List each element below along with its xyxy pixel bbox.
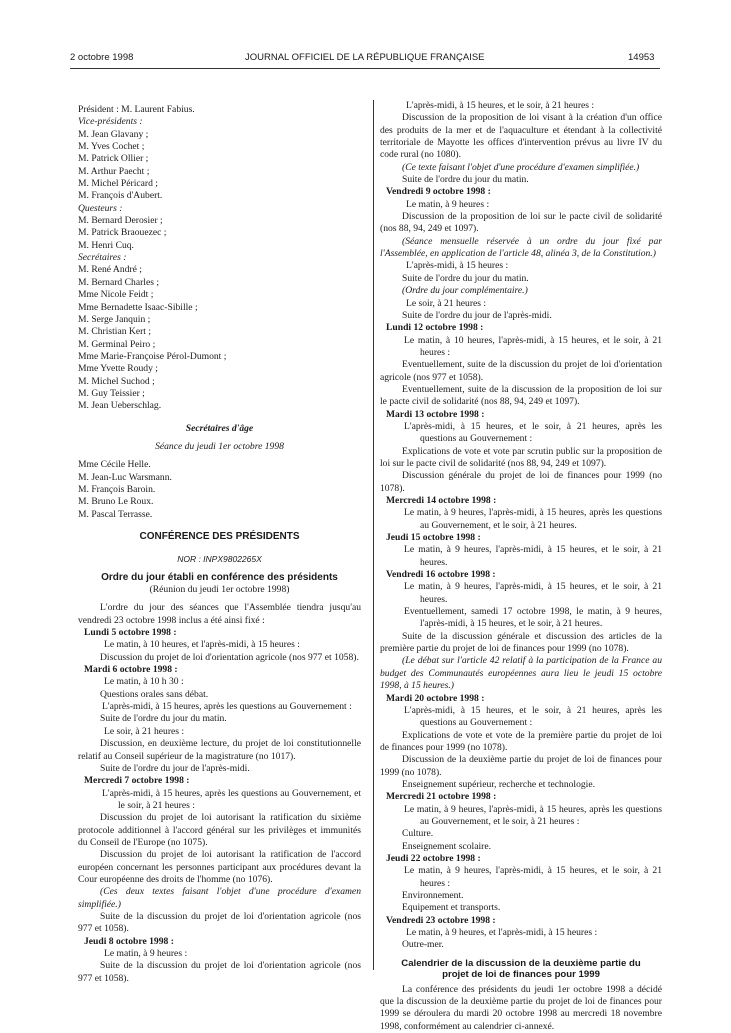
header-rule <box>70 68 660 69</box>
bureau-heading: Vice-présidents : <box>78 116 143 128</box>
agenda-item: Discussion du projet de loi autorisant la ratification de l'accord européen concernant les personnes participant aux procédures devant la Cour européenne des droits de l'homme (no 1076). <box>78 849 361 885</box>
bureau-line: M. Bernard Charles ; <box>78 276 159 288</box>
header-date: 2 octobre 1998 <box>70 52 134 63</box>
agenda-item: Questions orales sans débat. <box>100 688 209 700</box>
session-time: Eventuellement, samedi 17 octobre 1998, le matin, à 9 heures, l'après-midi, à 15 heures, et le soir, à 21 heures. <box>404 606 662 630</box>
bureau-line: Mme Yvette Roudy ; <box>78 363 158 375</box>
seance-line: Séance du jeudi 1er octobre 1998 <box>155 440 284 452</box>
session-time: L'après-midi, à 15 heures : <box>406 260 509 272</box>
day-heading: Jeudi 8 octobre 1998 : <box>84 935 174 947</box>
agenda-item: Enseignement supérieur, recherche et technologie. <box>402 778 596 790</box>
ordre-du-jour-title: Ordre du jour établi en conférence des présidents <box>101 571 338 583</box>
bureau-line: M. François d'Aubert. <box>78 190 163 202</box>
bureau-line: M. Henri Cuq. <box>78 239 134 251</box>
agenda-item: Culture. <box>402 828 434 840</box>
reunion-date: (Réunion du jeudi 1er octobre 1998) <box>149 584 290 596</box>
session-time: Le matin, à 9 heures, et l'après-midi, à 15 heures : <box>406 927 598 939</box>
bureau-list <box>78 104 361 413</box>
session-time: Le matin, à 9 heures, l'après-midi, à 15 heures, après les questions au Gouvernement, et le soir, à 21 heures. <box>404 507 662 531</box>
bureau-line: Mme Bernadette Isaac-Sibille ; <box>78 301 198 313</box>
session-time: L'après-midi, à 15 heures, et le soir, à 21 heures, après les questions au Gouvernement : <box>404 420 662 445</box>
session-time: Le matin, à 9 heures, l'après-midi, à 15 heures, et le soir, à 21 heures : <box>404 865 662 889</box>
agenda-item: Discussion du projet de loi d'orientation agricole (nos 977 et 1058). <box>100 651 359 663</box>
day-heading: Mercredi 14 octobre 1998 : <box>386 495 497 506</box>
agenda-item: Suite de l'ordre du jour du matin. <box>402 174 529 186</box>
session-time: Le soir, à 21 heures : <box>104 725 185 737</box>
header-journal-title: JOURNAL OFFICIEL DE LA RÉPUBLIQUE FRANÇAISE <box>245 52 485 63</box>
session-time: L'après-midi, à 15 heures, après les questions au Gouvernement, et le soir, à 21 heures : <box>102 787 361 811</box>
agenda-item: Discussion, en deuxième lecture, du projet de loi constitutionnelle relatif au Conseil supérieur de la magistrature (no 1017). <box>78 738 361 762</box>
session-time: Le matin, à 9 heures, l'après-midi, à 15 heures, après les questions au Gouvernement, et le soir, à 21 heures : <box>404 803 662 827</box>
session-time: Le matin, à 10 heures, et l'après-midi, à 15 heures : <box>104 639 300 651</box>
session-time: Le matin, à 10 heures, l'après-midi, à 15 heures, et le soir, à 21 heures : <box>404 334 662 358</box>
day-heading: Lundi 12 octobre 1998 : <box>386 322 484 334</box>
day-heading: Mardi 20 octobre 1998 : <box>386 692 485 704</box>
bureau-line: Président : M. Laurent Fabius. <box>78 104 195 115</box>
bureau-line: M. Patrick Braouezec ; <box>78 227 167 239</box>
bureau-heading: Questeurs : <box>78 202 123 214</box>
nor-reference: NOR : INPX9802265X <box>177 554 262 565</box>
day-heading: Mardi 13 octobre 1998 : <box>386 408 485 420</box>
bureau-line: M. Jean Ueberschlag. <box>78 400 162 412</box>
day-heading: Vendredi 9 octobre 1998 : <box>386 186 491 198</box>
right-column <box>380 100 662 1033</box>
agenda-item: Suite de l'ordre du jour du matin. <box>402 272 529 284</box>
agenda-note: (Séance mensuelle réservée à un ordre du jour fixé par l'Assemblée, en application de l'article 48, alinéa 3, de la Constitution.) <box>380 235 662 260</box>
calendrier-paragraph: La conférence des présidents du jeudi 1er octobre 1998 a décidé que la discussion de la deuxième partie du projet de loi de finances pour 1999 se déroulera du mardi 20 octobre 1998 au mercredi 18 novembre 1998, conformément au calendrier ci-annexé. <box>380 983 662 1032</box>
column-divider <box>373 100 374 970</box>
session-time: Le soir, à 21 heures : <box>406 297 487 309</box>
day-heading: Mercredi 7 octobre 1998 : <box>84 775 190 787</box>
day-heading: Vendredi 16 octobre 1998 : <box>386 569 496 581</box>
agenda-item: Suite de la discussion du projet de loi d'orientation agricole (nos 977 et 1058). <box>78 910 361 935</box>
session-time: L'après-midi, à 15 heures, et le soir, à 21 heures : <box>406 100 595 111</box>
bureau-line: M. Guy Teissier ; <box>78 387 145 399</box>
session-time: L'après-midi, à 15 heures, et le soir, à 21 heures, après les questions au Gouvernement : <box>404 704 662 729</box>
bureau-line: M. Yves Cochet ; <box>78 141 145 153</box>
day-heading: Jeudi 22 octobre 1998 : <box>386 852 481 864</box>
agenda-item: Suite de l'ordre du jour de l'après-midi. <box>100 762 250 774</box>
agenda-note: (Ordre du jour complémentaire.) <box>402 285 528 297</box>
day-heading: Mercredi 21 octobre 1998 : <box>386 791 497 803</box>
conference-title: CONFÉRENCE DES PRÉSIDENTS <box>139 531 300 542</box>
agenda-note: (Ce texte faisant l'objet d'une procédure d'examen simplifiée.) <box>402 161 640 173</box>
agenda-item: Discussion de la deuxième partie du projet de loi de finances pour 1999 (no 1078). <box>380 754 662 778</box>
bureau-line: M. Germinal Peiro ; <box>78 338 156 350</box>
day-heading: Mardi 6 octobre 1998 : <box>84 664 178 676</box>
secretaires-age-title: Secrétaires d'âge <box>185 422 254 434</box>
header-page-number: 14953 <box>628 52 655 63</box>
bureau-line: M. René André ; <box>78 264 142 276</box>
day-heading: Vendredi 23 octobre 1998 : <box>386 914 496 926</box>
bureau-line: Mme Marie-Françoise Pérol-Dumont ; <box>78 350 227 362</box>
day-heading: Jeudi 15 octobre 1998 : <box>386 532 481 544</box>
secretaire-age: M. Pascal Terrasse. <box>78 508 153 520</box>
bureau-line: M. Patrick Ollier ; <box>78 153 149 165</box>
bureau-line: M. Jean Glavany ; <box>78 128 149 140</box>
intro-paragraph: L'ordre du jour des séances que l'Assemblée tiendra jusqu'au vendredi 23 octobre 1998 inclus a été ainsi fixé : <box>78 602 361 626</box>
agenda-item: Eventuellement, suite de la discussion du projet de loi d'orientation agricole (nos 977 et 1058). <box>380 359 662 383</box>
session-time: Le matin, à 9 heures : <box>104 948 188 959</box>
bureau-line: M. Michel Suchod ; <box>78 375 155 387</box>
agenda-item: Outre-mer. <box>402 939 444 951</box>
calendrier-title: Calendrier de la discussion de la deuxième partie du projet de loi de finances pour 1999 <box>401 957 641 981</box>
bureau-line: M. Bernard Derosier ; <box>78 215 163 227</box>
session-time: L'après-midi, à 15 heures, après les questions au Gouvernement : <box>102 701 352 713</box>
bureau-line: M. Serge Janquin ; <box>78 313 151 325</box>
agenda-note: (Ces deux textes faisant l'objet d'une procédure d'examen simplifiée.) <box>78 886 361 910</box>
agenda-item: Discussion de la proposition de loi visant à la création d'un office des produits de la mer et de l'aquaculture et étendant à la collectivité territoriale de Mayotte les offices d'intervention prévus au livre IV du code rural (no 1080). <box>380 112 662 161</box>
agenda-item: Suite de l'ordre du jour du matin. <box>100 713 227 725</box>
secretaire-age: M. Bruno Le Roux. <box>78 496 154 508</box>
bureau-line: M. Michel Péricard ; <box>78 178 158 190</box>
day-heading: Lundi 5 octobre 1998 : <box>84 627 177 639</box>
bureau-line: M. Christian Kert ; <box>78 326 152 338</box>
agenda-item: Suite de l'ordre du jour de l'après-midi. <box>402 309 552 321</box>
agenda-item: Enseignement scolaire. <box>402 840 491 852</box>
agenda-item: Suite de la discussion du projet de loi d'orientation agricole (nos 977 et 1058). <box>78 960 361 984</box>
agenda-item: Discussion de la proposition de loi sur le pacte civil de solidarité (nos 88, 94, 249 et 1097). <box>380 211 662 235</box>
bureau-line: M. Arthur Paecht ; <box>78 165 150 177</box>
secretaire-age: M. François Baroin. <box>78 483 156 495</box>
bureau-heading: Secrétaires : <box>78 252 127 264</box>
session-time: Le matin, à 9 heures, l'après-midi, à 15 heures, et le soir, à 21 heures. <box>404 544 662 568</box>
agenda-item: Environnement. <box>402 890 464 901</box>
agenda-item: Eventuellement, suite de la discussion de la proposition de loi sur le pacte civil de solidarité (nos 88, 94, 249 et 1097). <box>380 383 662 408</box>
agenda-note: (Le débat sur l'article 42 relatif à la participation de la France au budget des Communautés européennes aura lieu le jeudi 15 octobre 1998, à 15 heures.) <box>380 655 662 692</box>
agenda-item: Suite de la discussion générale et discussion des articles de la première partie du projet de loi de finances pour 1999 (no 1078). <box>380 630 662 655</box>
left-column <box>78 104 361 985</box>
session-time: Le matin, à 9 heures, l'après-midi, à 15 heures, et le soir, à 21 heures. <box>404 581 662 605</box>
session-time: Le matin, à 10 h 30 : <box>104 676 184 688</box>
agenda-item: Explications de vote et vote de la première partie du projet de loi de finances pour 1999 (no 1078). <box>380 729 662 753</box>
secretaire-age: Mme Cécile Helle. <box>78 459 151 471</box>
bureau-line: Mme Nicole Feidt ; <box>78 289 154 301</box>
session-time: Le matin, à 9 heures : <box>406 198 490 210</box>
agenda-item: Discussion du projet de loi autorisant la ratification du sixième protocole additionnel à l'accord général sur les privilèges et immunités du Conseil de l'Europe (no 1075). <box>78 812 361 848</box>
secretaire-age: M. Jean-Luc Warsmann. <box>78 471 172 483</box>
agenda-item: Explications de vote et vote par scrutin public sur la proposition de loi sur le pacte civil de solidarité (nos 88, 94, 249 et 1097). <box>380 445 662 469</box>
agenda-item: Discussion générale du projet de loi de finances pour 1999 (no 1078). <box>380 470 662 494</box>
agenda-item: Equipement et transports. <box>402 902 501 914</box>
